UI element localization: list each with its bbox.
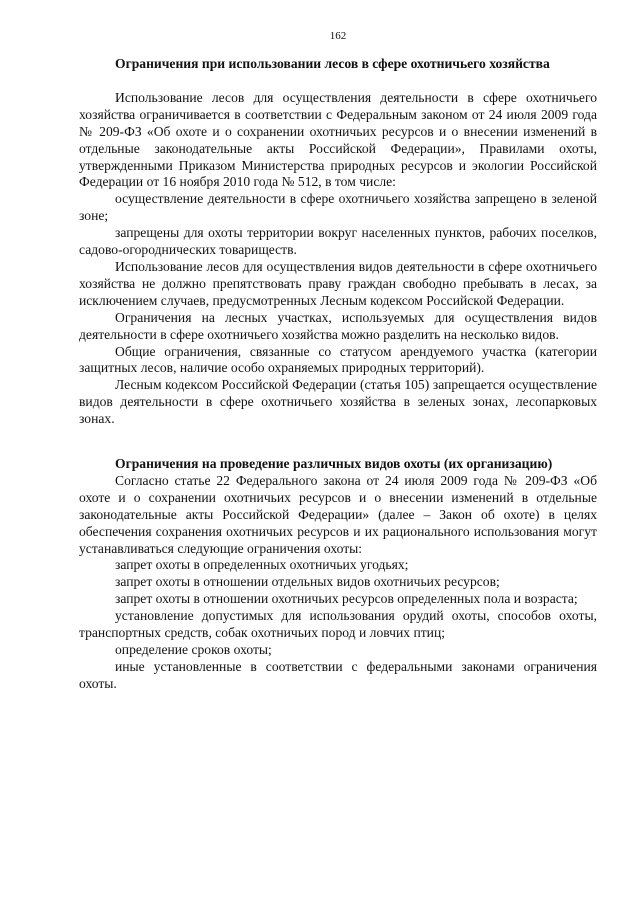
list-item: определение сроков охоты; [115,642,272,657]
section-forest-use-restrictions [79,56,597,428]
paragraph: запрещены для охоты территории вокруг населенных пунктов, рабочих поселков, садово-огороднических товариществ. [79,225,597,258]
paragraph: осуществление деятельности в сфере охотничьего хозяйства запрещено в зеленой зоне; [79,191,597,224]
list-item: запрет охоты в отношении отдельных видов охотничьих ресурсов; [115,574,500,590]
paragraph: Лесным кодексом Российской Федерации (статья 105) запрещается осуществление видов деятельности в сфере охотничьего хозяйства в зеленых зонах, лесопарковых зонах. [79,377,597,427]
paragraph: Общие ограничения, связанные со статусом арендуемого участка (категории защитных лесов, наличие особо охраняемых природных территорий). [79,343,597,376]
section-heading: Ограничения на проведение различных видов охоты (их организацию) [115,456,553,472]
list-item: установление допустимых для использования орудий охоты, способов охоты, транспортных средств, собак охотничьих пород и ловчих птиц; [79,608,597,641]
section-heading: Ограничения при использовании лесов в сфере охотничьего хозяйства [115,56,550,71]
paragraph: Согласно статье 22 Федерального закона от 24 июля 2009 года № 209-ФЗ «Об охоте и о сохранении охотничьих ресурсов и о внесении изменений в отдельные законодательные акты Российской Федерации» (далее – Закон об охоте) в целях обеспечения сохранения охотничьих ресурсов и их рационального использования могут устанавливаться следующие ограничения охоты: [79,472,597,556]
document-body [79,56,597,693]
list-item: запрет охоты в отношении охотничьих ресурсов определенных пола и возраста; [115,591,578,607]
section-hunting-restrictions [79,456,597,693]
paragraph: Использование лесов для осуществления видов деятельности в сфере охотничьего хозяйства не должно препятствовать праву граждан свободно пребывать в лесах, за исключением случаев, предусмотренных Лесным кодексом Российской Федерации. [79,258,597,308]
list-item: иные установленные в соответствии с федеральными законами ограничения охоты. [79,658,597,691]
paragraph: Ограничения на лесных участках, используемых для осуществления видов деятельности в сфере охотничьего хозяйства можно разделить на несколько видов. [79,309,597,342]
paragraph: Использование лесов для осуществления деятельности в сфере охотничьего хозяйства ограничивается в соответствии с Федеральным законом от 24 июля 2009 года № 209-ФЗ «Об охоте и о сохранении охотничьих ресурсов и о внесении изменений в отдельные законодательные акты Российской Федерации», Правилами охоты, утвержденными Приказом Министерства природных ресурсов и экологии Российской Федерации от 16 ноября 2010 года № 512, в том числе: [79,89,597,190]
page-number: 162 [329,30,347,42]
list-item: запрет охоты в определенных охотничьих угодьях; [115,557,409,573]
